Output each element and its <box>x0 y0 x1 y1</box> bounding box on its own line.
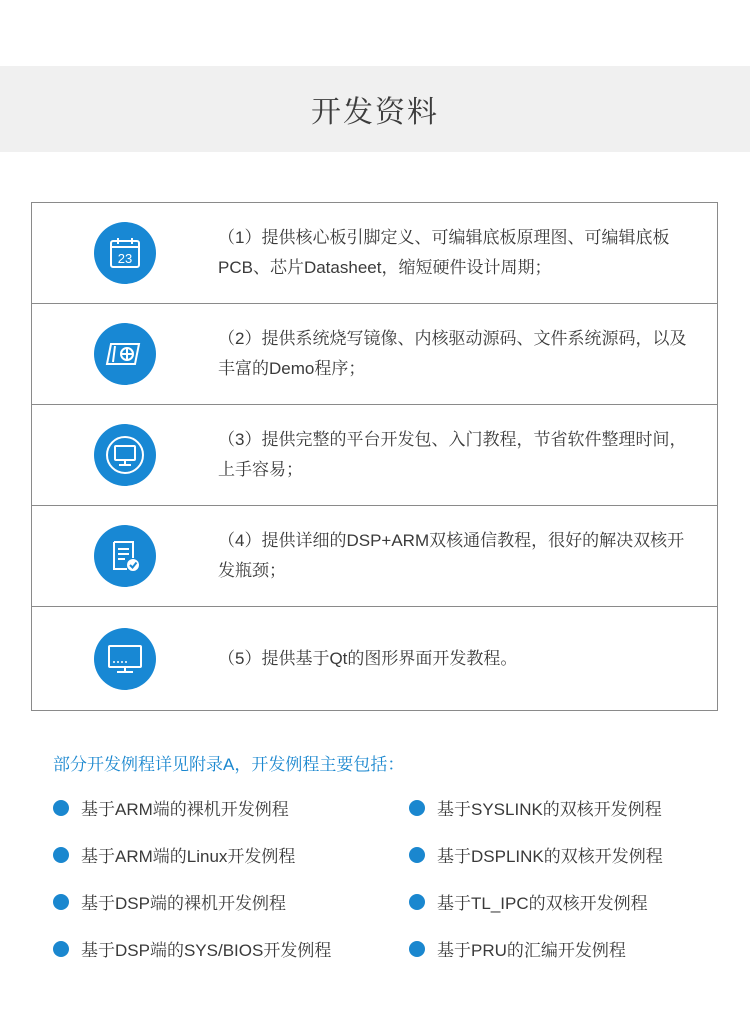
feature-text: （1）提供核心板引脚定义、可编辑底板原理图、可编辑底板PCB、芯片Datasheet，缩短硬件设计周期； <box>218 228 670 277</box>
list-item <box>53 925 409 972</box>
feature-text: （2）提供系统烧写镜像、内核驱动源码、文件系统源码，以及丰富的Demo程序； <box>218 329 687 378</box>
examples-list <box>53 784 713 972</box>
example-label: 基于DSP端的裸机开发例程 <box>81 894 286 913</box>
svg-text:23: 23 <box>117 251 133 266</box>
list-item <box>409 925 709 972</box>
calendar-icon <box>94 222 156 284</box>
feature-icon-cell <box>32 525 218 587</box>
feature-row <box>32 405 717 506</box>
list-item <box>53 831 409 878</box>
feature-icon-cell <box>32 628 218 690</box>
example-label: 基于SYSLINK的双核开发例程 <box>437 800 662 819</box>
example-label: 基于PRU的汇编开发例程 <box>437 941 626 960</box>
example-label: 基于DSP端的SYS/BIOS开发例程 <box>81 941 332 960</box>
feature-row <box>32 607 717 710</box>
document-check-icon <box>94 525 156 587</box>
feature-icon-cell <box>32 222 218 284</box>
example-label: 基于ARM端的Linux开发例程 <box>81 847 296 866</box>
feature-icon-cell <box>32 424 218 486</box>
features-table <box>31 202 718 711</box>
bullet-icon <box>409 941 425 957</box>
example-label: 基于DSPLINK的双核开发例程 <box>437 847 663 866</box>
bullet-icon <box>53 847 69 863</box>
flash-image-icon <box>94 323 156 385</box>
header-band <box>0 66 750 152</box>
monitor-icon <box>94 424 156 486</box>
bullet-icon <box>409 800 425 816</box>
feature-text: （4）提供详细的DSP+ARM双核通信教程，很好的解决双核开发瓶颈； <box>218 531 685 580</box>
example-label: 基于TL_IPC的双核开发例程 <box>437 894 648 913</box>
feature-row <box>32 304 717 405</box>
bullet-icon <box>53 800 69 816</box>
examples-intro: 部分开发例程详见附录A，开发例程主要包括： <box>53 755 405 774</box>
list-item <box>409 784 709 831</box>
feature-text: （5）提供基于Qt的图形界面开发教程。 <box>218 648 518 668</box>
list-item <box>53 784 409 831</box>
feature-row <box>32 506 717 607</box>
page-title: 开发资料 <box>311 96 439 129</box>
list-item <box>409 831 709 878</box>
bullet-icon <box>409 847 425 863</box>
feature-icon-cell <box>32 323 218 385</box>
bullet-icon <box>409 894 425 910</box>
list-item <box>53 878 409 925</box>
example-label: 基于ARM端的裸机开发例程 <box>81 800 289 819</box>
bullet-icon <box>53 894 69 910</box>
feature-text: （3）提供完整的平台开发包、入门教程，节省软件整理时间，上手容易； <box>218 430 687 479</box>
feature-row <box>32 203 717 304</box>
display-screen-icon <box>94 628 156 690</box>
bullet-icon <box>53 941 69 957</box>
list-item <box>409 878 709 925</box>
